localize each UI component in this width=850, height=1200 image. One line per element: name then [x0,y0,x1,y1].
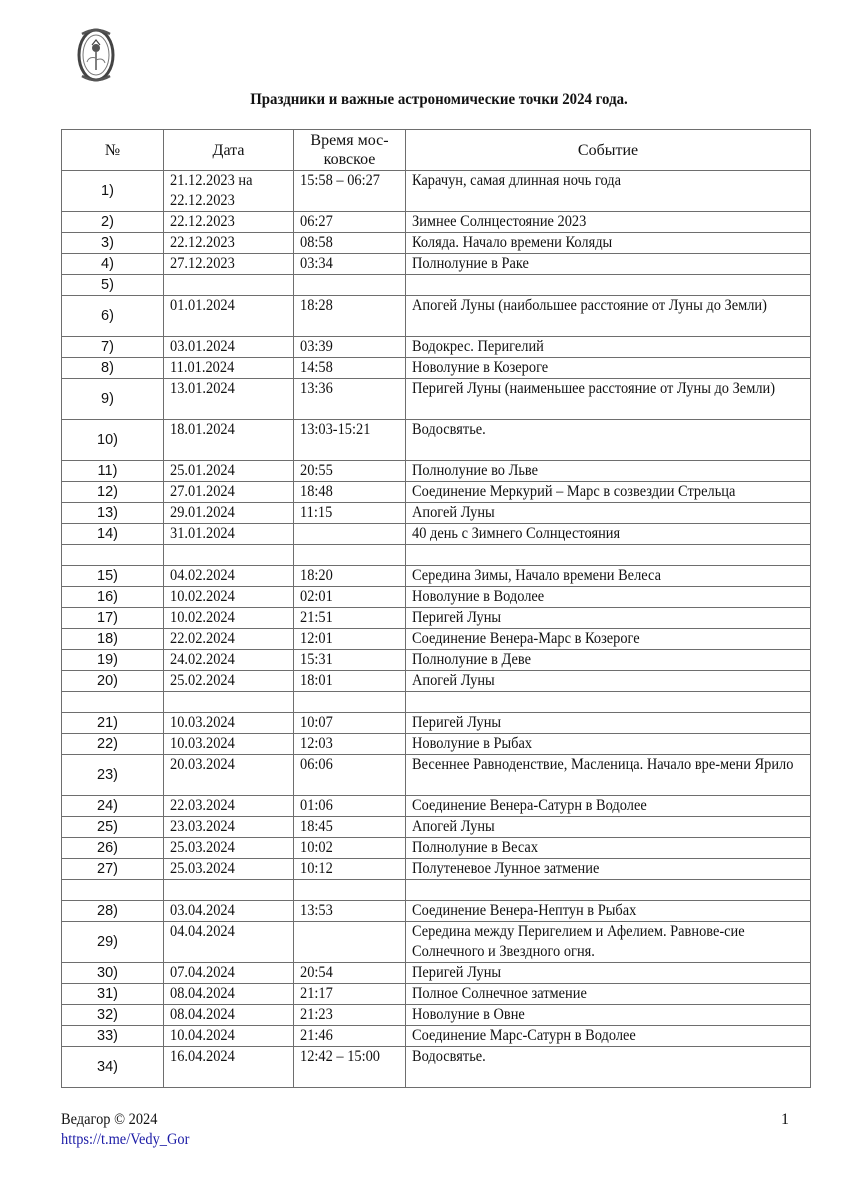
date-cell-text: 27.01.2024 [170,483,235,500]
event-cell-text: Соединение Венера-Марс в Козероге [412,630,640,647]
event-cell-text: Карачун, самая длинная ночь года [412,172,621,189]
event-cell [406,1026,811,1047]
date-cell-text: 21.12.2023 на 22.12.2023 [170,172,253,209]
page-number: 1 [781,1111,789,1128]
event-cell [406,233,811,254]
time-cell [294,608,406,629]
time-cell [294,671,406,692]
time-cell [294,984,406,1005]
date-cell-text: 29.01.2024 [170,504,235,521]
date-cell [164,796,294,817]
time-cell [294,461,406,482]
table-row [62,254,811,275]
date-cell [164,859,294,880]
row-number-cell: 22) [62,734,164,755]
time-cell-text: 13:03-15:21 [300,421,371,438]
time-cell [294,254,406,275]
time-cell [294,524,406,545]
column-header-date: Дата [164,130,294,171]
table-row [62,880,811,901]
event-cell [406,337,811,358]
event-cell-text: Новолуние в Рыбах [412,735,533,752]
time-cell-text: 10:12 [300,860,333,877]
event-cell [406,503,811,524]
date-cell [164,984,294,1005]
event-cell-text: Соединение Венера-Сатурн в Водолее [412,797,647,814]
time-cell-text: 20:55 [300,462,333,479]
event-cell-text: Коляда. Начало времени Коляды [412,234,613,251]
event-cell [406,566,811,587]
date-cell-text: 10.02.2024 [170,588,235,605]
column-header-event: Событие [406,130,811,171]
date-cell [164,901,294,922]
table-row [62,275,811,296]
date-cell-text: 07.04.2024 [170,964,235,981]
date-cell [164,503,294,524]
row-number-cell: 10) [62,420,164,461]
date-cell-text: 18.01.2024 [170,421,235,438]
time-cell-text: 13:53 [300,902,333,919]
event-cell-text: Новолуние в Водолее [412,588,545,605]
row-number-cell: 19) [62,650,164,671]
event-cell-text: Апогей Луны [412,504,495,521]
row-number-cell: 7) [62,337,164,358]
event-cell-text: Перигей Луны [412,964,502,981]
table-row [62,420,811,461]
event-cell-text: Полнолуние в Весах [412,839,539,856]
time-cell-text: 10:02 [300,839,333,856]
time-cell [294,587,406,608]
time-cell-text: 18:48 [300,483,333,500]
event-cell [406,692,811,713]
date-cell-text: 25.01.2024 [170,462,235,479]
table-row [62,296,811,337]
date-cell-text: 25.03.2024 [170,839,235,856]
event-cell-text: Полутеневое Лунное затмение [412,860,600,877]
date-cell [164,587,294,608]
events-table [61,129,811,1088]
time-cell [294,1005,406,1026]
table-row [62,503,811,524]
event-cell-text: Водокрес. Перигелий [412,338,544,355]
row-number-cell: 13) [62,503,164,524]
time-cell-text: 21:46 [300,1027,333,1044]
event-cell-text: Середина между Перигелием и Афелием. Равнове-сие Солнечного и Звездного огня. [412,923,745,960]
row-number-cell: 20) [62,671,164,692]
row-number-cell: 11) [62,461,164,482]
event-cell [406,734,811,755]
date-cell [164,171,294,212]
table-row [62,358,811,379]
event-cell [406,296,811,337]
date-cell [164,671,294,692]
event-cell [406,275,811,296]
event-cell [406,984,811,1005]
event-cell [406,880,811,901]
date-cell-text: 22.02.2024 [170,630,235,647]
row-number-cell: 32) [62,1005,164,1026]
time-cell [294,358,406,379]
date-cell-text: 10.02.2024 [170,609,235,626]
event-cell-text: Соединение Венера-Нептун в Рыбах [412,902,637,919]
date-cell [164,379,294,420]
row-number-cell: 1) [62,171,164,212]
thistle-emblem-icon [76,26,116,84]
event-cell [406,545,811,566]
time-cell-text: 15:58 – 06:27 [300,172,381,189]
table-row [62,482,811,503]
time-cell [294,420,406,461]
date-cell-text: 22.03.2024 [170,797,235,814]
row-number-cell: 2) [62,212,164,233]
time-cell [294,482,406,503]
time-cell [294,503,406,524]
table-row [62,629,811,650]
table-row [62,171,811,212]
table-row [62,1047,811,1088]
table-row [62,692,811,713]
table-row [62,755,811,796]
date-cell-text: 04.04.2024 [170,923,235,940]
table-row [62,796,811,817]
row-number-cell: 12) [62,482,164,503]
table-row [62,838,811,859]
time-cell [294,275,406,296]
date-cell [164,692,294,713]
date-cell [164,545,294,566]
event-cell [406,817,811,838]
time-cell [294,212,406,233]
table-row [62,901,811,922]
date-cell [164,254,294,275]
event-cell-text: Новолуние в Козероге [412,359,549,376]
time-cell [294,379,406,420]
table-row [62,337,811,358]
time-cell-text: 12:01 [300,630,333,647]
date-cell-text: 10.03.2024 [170,714,235,731]
event-cell [406,254,811,275]
row-number-cell: 28) [62,901,164,922]
row-number-cell [62,545,164,566]
event-cell-text: Перигей Луны [412,714,502,731]
table-row [62,650,811,671]
date-cell-text: 03.04.2024 [170,902,235,919]
date-cell [164,420,294,461]
time-cell-text: 20:54 [300,964,333,981]
date-cell-text: 24.02.2024 [170,651,235,668]
event-cell [406,1005,811,1026]
table-row [62,545,811,566]
date-cell [164,1026,294,1047]
table-row [62,984,811,1005]
time-cell-text: 13:36 [300,380,333,397]
time-cell-text: 03:34 [300,255,333,272]
date-cell-text: 08.04.2024 [170,1006,235,1023]
row-number-cell: 18) [62,629,164,650]
event-cell [406,587,811,608]
table-row [62,859,811,880]
event-cell-text: Соединение Меркурий – Марс в созвездии Стрельца [412,483,736,500]
table-row [62,817,811,838]
footer-copyright: Ведагор © 2024 [61,1111,158,1128]
row-number-cell: 29) [62,922,164,963]
row-number-cell: 26) [62,838,164,859]
time-cell [294,1026,406,1047]
date-cell-text: 10.04.2024 [170,1027,235,1044]
date-cell [164,922,294,963]
date-cell [164,212,294,233]
table-row [62,922,811,963]
row-number-cell: 27) [62,859,164,880]
table-row [62,1026,811,1047]
date-cell-text: 31.01.2024 [170,525,235,542]
event-cell [406,859,811,880]
event-cell [406,212,811,233]
date-cell [164,482,294,503]
time-cell-text: 11:15 [300,504,333,521]
event-cell [406,379,811,420]
date-cell [164,566,294,587]
time-cell-text: 14:58 [300,359,333,376]
page-title: Праздники и важные астрономические точки 2024 года. [250,91,628,108]
time-cell-text: 06:27 [300,213,333,230]
time-cell [294,734,406,755]
date-cell-text: 10.03.2024 [170,735,235,752]
date-cell [164,461,294,482]
time-cell [294,629,406,650]
table-row [62,524,811,545]
date-cell [164,650,294,671]
date-cell [164,524,294,545]
time-cell [294,859,406,880]
event-cell [406,713,811,734]
time-cell [294,337,406,358]
event-cell [406,922,811,963]
time-cell-text: 02:01 [300,588,333,605]
event-cell-text: Полнолуние в Раке [412,255,529,272]
row-number-cell [62,880,164,901]
date-cell [164,963,294,984]
row-number-cell: 6) [62,296,164,337]
date-cell [164,296,294,337]
date-cell [164,713,294,734]
date-cell [164,838,294,859]
table-row [62,233,811,254]
time-cell [294,922,406,963]
event-cell-text: Апогей Луны [412,818,495,835]
date-cell-text: 22.12.2023 [170,234,235,251]
time-cell [294,817,406,838]
event-cell-text: Апогей Луны (наибольшее расстояние от Луны до Земли) [412,297,767,314]
event-cell [406,838,811,859]
time-cell-text: 12:42 – 15:00 [300,1048,381,1065]
table-row [62,713,811,734]
time-cell-text: 21:51 [300,609,333,626]
time-cell [294,233,406,254]
table-row [62,1005,811,1026]
row-number-cell: 23) [62,755,164,796]
time-cell-text: 21:17 [300,985,333,1002]
time-cell-text: 18:28 [300,297,333,314]
table-row [62,963,811,984]
date-cell-text: 25.03.2024 [170,860,235,877]
event-cell-text: Зимнее Солнцестояние 2023 [412,213,587,230]
time-cell [294,171,406,212]
event-cell [406,358,811,379]
date-cell-text: 04.02.2024 [170,567,235,584]
time-cell [294,692,406,713]
date-cell-text: 27.12.2023 [170,255,235,272]
time-cell-text: 15:31 [300,651,333,668]
time-cell-text: 18:45 [300,818,333,835]
row-number-cell: 8) [62,358,164,379]
event-cell-text: Полнолуние в Деве [412,651,531,668]
time-cell-text: 10:07 [300,714,333,731]
time-cell [294,545,406,566]
event-cell-text: Полное Солнечное затмение [412,985,587,1002]
event-cell [406,963,811,984]
row-number-cell: 30) [62,963,164,984]
date-cell-text: 01.01.2024 [170,297,235,314]
date-cell [164,755,294,796]
event-cell-text: Водосвятье. [412,1048,486,1065]
time-cell-text: 03:39 [300,338,333,355]
column-header-time: Время мос-ковское [294,130,406,171]
date-cell [164,1005,294,1026]
event-cell [406,755,811,796]
time-cell [294,713,406,734]
row-number-cell: 3) [62,233,164,254]
table-row [62,587,811,608]
row-number-cell: 34) [62,1047,164,1088]
event-cell [406,1047,811,1088]
table-row [62,566,811,587]
row-number-cell [62,692,164,713]
time-cell-text: 01:06 [300,797,333,814]
event-cell-text: Соединение Марс-Сатурн в Водолее [412,1027,636,1044]
time-cell-text: 18:01 [300,672,333,689]
time-cell [294,838,406,859]
time-cell-text: 21:23 [300,1006,333,1023]
event-cell [406,461,811,482]
event-cell-text: Перигей Луны (наименьшее расстояние от Луны до Земли) [412,380,776,397]
date-cell [164,1047,294,1088]
date-cell-text: 16.04.2024 [170,1048,235,1065]
event-cell [406,171,811,212]
time-cell-text: 08:58 [300,234,333,251]
event-cell-text: Водосвятье. [412,421,486,438]
row-number-cell: 31) [62,984,164,1005]
column-header-number: № [62,130,164,171]
table-header-row [62,130,811,171]
time-cell [294,296,406,337]
row-number-cell: 33) [62,1026,164,1047]
event-cell-text: Перигей Луны [412,609,502,626]
date-cell [164,629,294,650]
row-number-cell: 24) [62,796,164,817]
event-cell-text: 40 день с Зимнего Солнцестояния [412,525,621,542]
date-cell-text: 23.03.2024 [170,818,235,835]
table-row [62,734,811,755]
time-cell [294,1047,406,1088]
row-number-cell: 9) [62,379,164,420]
footer-telegram-link[interactable]: https://t.me/Vedy_Gor [61,1131,190,1148]
time-cell [294,566,406,587]
row-number-cell: 25) [62,817,164,838]
time-cell [294,901,406,922]
date-cell-text: 20.03.2024 [170,756,235,773]
date-cell-text: 03.01.2024 [170,338,235,355]
row-number-cell: 4) [62,254,164,275]
table-row [62,379,811,420]
event-cell [406,796,811,817]
time-cell [294,650,406,671]
date-cell [164,275,294,296]
date-cell [164,817,294,838]
time-cell-text: 18:20 [300,567,333,584]
event-cell [406,650,811,671]
time-cell [294,880,406,901]
event-cell [406,608,811,629]
date-cell [164,734,294,755]
row-number-cell: 16) [62,587,164,608]
date-cell-text: 22.12.2023 [170,213,235,230]
row-number-cell: 21) [62,713,164,734]
time-cell [294,963,406,984]
time-cell [294,755,406,796]
date-cell [164,880,294,901]
event-cell [406,420,811,461]
date-cell-text: 25.02.2024 [170,672,235,689]
date-cell [164,337,294,358]
event-cell [406,524,811,545]
row-number-cell: 5) [62,275,164,296]
date-cell-text: 13.01.2024 [170,380,235,397]
table-row [62,671,811,692]
date-cell-text: 08.04.2024 [170,985,235,1002]
event-cell-text: Середина Зимы, Начало времени Велеса [412,567,661,584]
table-row [62,608,811,629]
event-cell-text: Апогей Луны [412,672,495,689]
time-cell [294,796,406,817]
event-cell-text: Полнолуние во Льве [412,462,539,479]
event-cell [406,629,811,650]
row-number-cell: 17) [62,608,164,629]
event-cell [406,671,811,692]
table-row [62,212,811,233]
event-cell-text: Новолуние в Овне [412,1006,525,1023]
time-cell-text: 06:06 [300,756,333,773]
event-cell-text: Весеннее Равноденствие, Масленица. Начало вре-мени Ярило [412,756,794,773]
date-cell-text: 11.01.2024 [170,359,235,376]
table-row [62,461,811,482]
date-cell [164,358,294,379]
date-cell [164,608,294,629]
date-cell [164,233,294,254]
event-cell [406,482,811,503]
row-number-cell: 15) [62,566,164,587]
row-number-cell: 14) [62,524,164,545]
event-cell [406,901,811,922]
time-cell-text: 12:03 [300,735,333,752]
